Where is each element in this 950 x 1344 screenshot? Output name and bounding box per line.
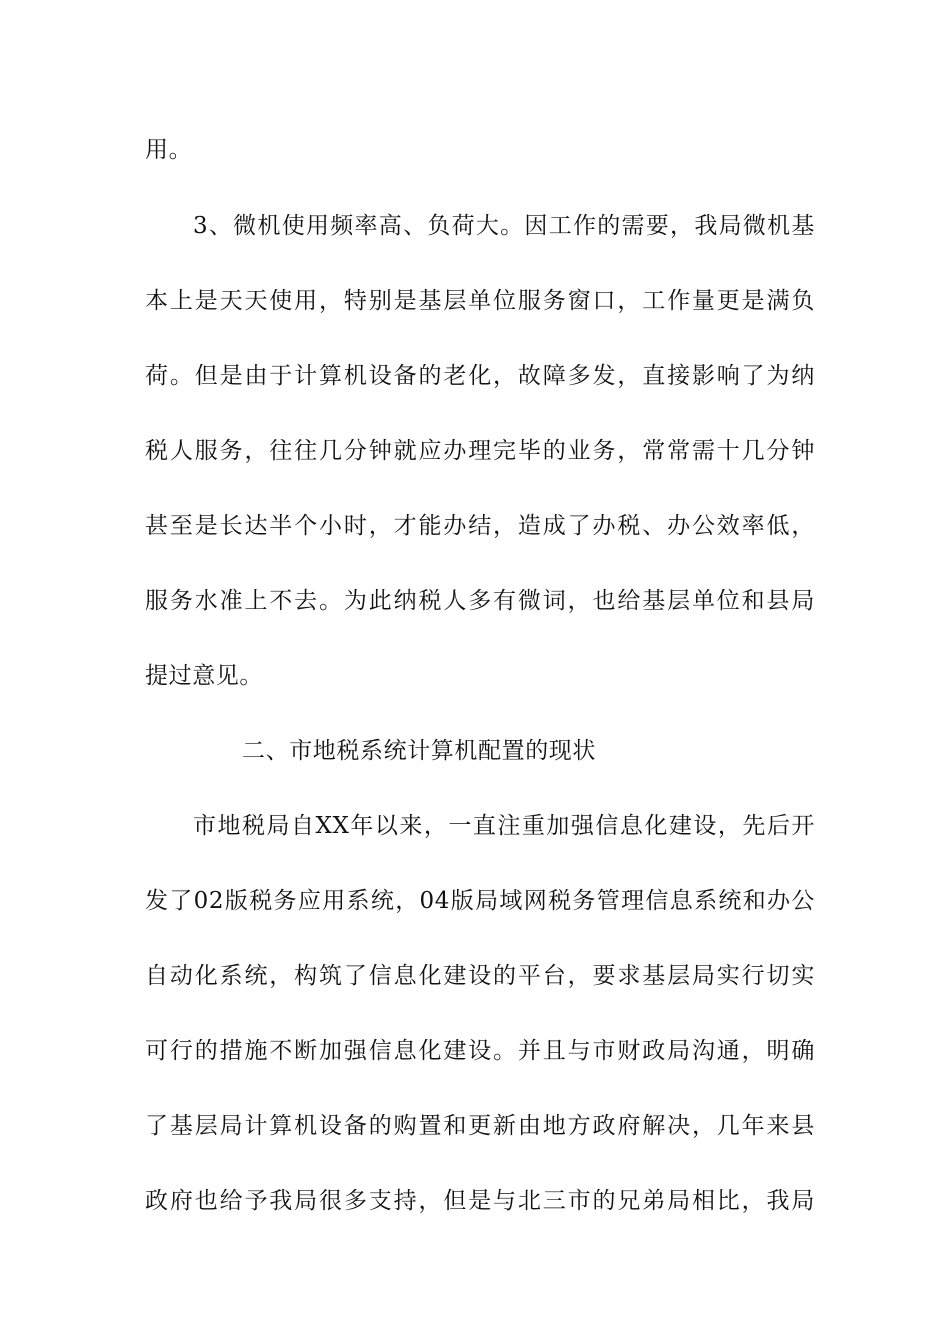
text-line: 用。 — [145, 137, 193, 163]
text-line: 3、微机使用频率高、负荷大。因工作的需要，我局微机基 — [193, 213, 815, 239]
text-line: 税人服务，往往几分钟就应办理完毕的业务，常常需十几分钟 — [145, 438, 815, 464]
text-line: 自动化系统，构筑了信息化建设的平台，要求基层局实行切实 — [145, 963, 815, 989]
text-line: 荷。但是由于计算机设备的老化，故障多发，直接影响了为纳 — [145, 363, 815, 389]
text-line: 甚至是长达半个小时，才能办结，造成了办税、办公效率低， — [145, 513, 815, 539]
text-line: 提过意见。 — [145, 663, 263, 689]
text-line: 本上是天天使用，特别是基层单位服务窗口，工作量更是满负 — [145, 288, 815, 314]
text-line: 发了02版税务应用系统，04版局域网税务管理信息系统和办公 — [145, 888, 815, 914]
text-line: 服务水准上不去。为此纳税人多有微词，也给基层单位和县局 — [145, 588, 815, 614]
text-line: 了基层局计算机设备的购置和更新由地方政府解决，几年来县 — [145, 1113, 815, 1139]
text-line: 政府也给予我局很多支持，但是与北三市的兄弟局相比，我局 — [145, 1188, 815, 1214]
section-heading: 二、市地税系统计算机配置的现状 — [242, 738, 596, 764]
text-line: 市地税局自XX年以来，一直注重加强信息化建设，先后开 — [193, 813, 815, 839]
text-line: 可行的措施不断加强信息化建设。并且与市财政局沟通，明确 — [145, 1038, 815, 1064]
